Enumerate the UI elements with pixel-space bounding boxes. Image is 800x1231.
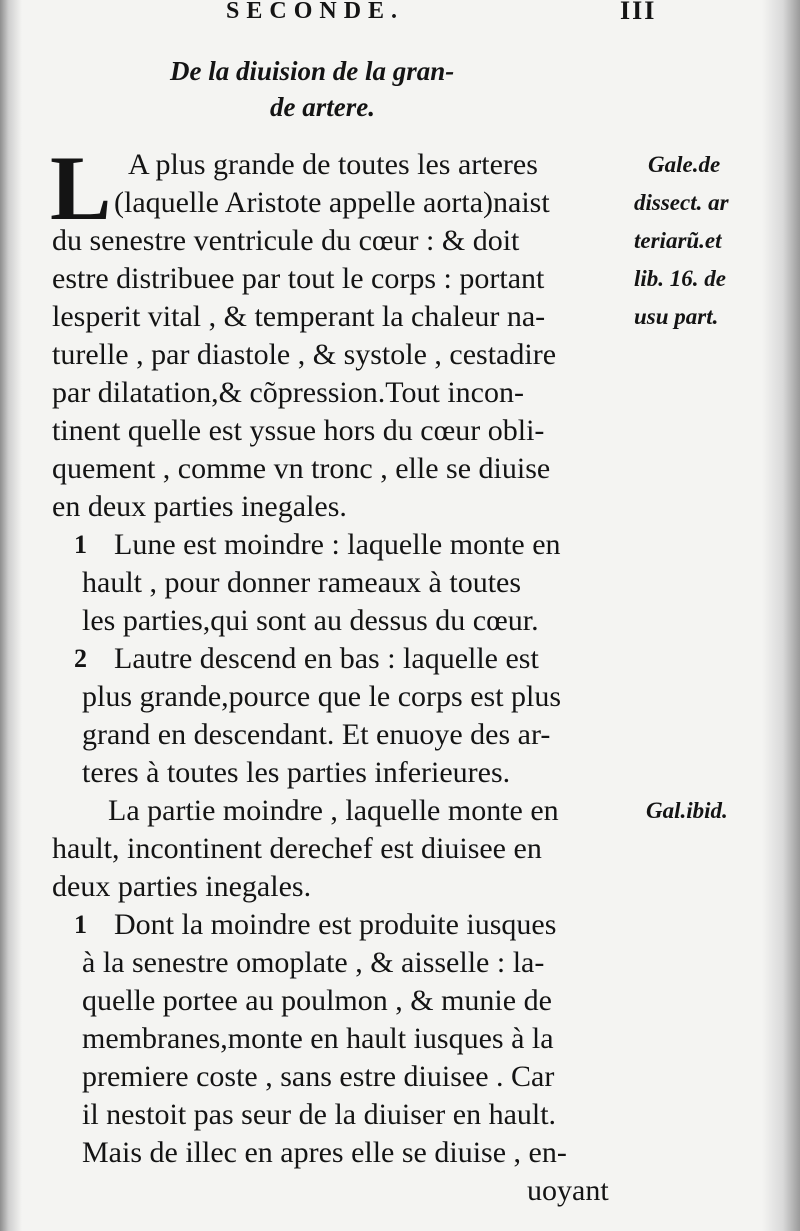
text-line: il nestoit pas seur de la diuiser en hault. <box>82 1098 557 1131</box>
text-line: grand en descendant. Et enuoye des ar- <box>82 718 551 751</box>
item-number: 1 <box>74 530 87 559</box>
text-line: par dilatation,& cõpression.Tout incon- <box>52 376 524 409</box>
text-line: teres à toutes les parties inferieures. <box>82 756 511 789</box>
margin-note: Gal.ibid. <box>646 798 728 823</box>
text-line: les parties,qui sont au dessus du cœur. <box>82 604 539 637</box>
text-line: membranes,monte en hault iusques à la <box>82 1022 554 1055</box>
text-line: turelle , par diastole , & systole , cestadire <box>52 338 557 371</box>
section-heading-line-1: De la diuision de la gran- <box>170 56 455 86</box>
item-number: 2 <box>74 644 87 673</box>
text-line: La partie moindre , laquelle monte en <box>108 794 559 827</box>
page-gutter-shadow <box>0 0 22 1231</box>
text-line: hault , pour donner rameaux à toutes <box>82 566 522 599</box>
running-header: SECONDE. <box>226 0 405 24</box>
page-number: III <box>620 0 657 25</box>
text-line: Lautre descend en bas : laquelle est <box>114 642 539 675</box>
item-number: 1 <box>74 910 87 939</box>
text-line: Mais de illec en apres elle se diuise , en- <box>82 1136 567 1169</box>
text-line: hault, incontinent derechef est diuisee en <box>52 832 542 865</box>
text-line: premiere coste , sans estre diuisee . Car <box>82 1060 555 1093</box>
text-line: quelle portee au poulmon , & munie de <box>82 984 552 1017</box>
page-edge-shadow <box>762 0 800 1231</box>
drop-cap-initial: L <box>50 137 112 239</box>
margin-note: teriarũ.et <box>634 228 722 253</box>
text-line: lesperit vital , & temperant la chaleur na- <box>52 300 546 333</box>
section-heading-line-2: de artere. <box>270 92 375 122</box>
margin-note: usu part. <box>634 304 719 329</box>
text-line: à la senestre omoplate , & aisselle : la- <box>82 946 545 979</box>
text-line: tinent quelle est yssue hors du cœur obli- <box>52 414 545 447</box>
text-line: Dont la moindre est produite iusques <box>114 908 557 941</box>
text-line: en deux parties inegales. <box>52 490 347 523</box>
catchword: uoyant <box>527 1174 609 1207</box>
text-line: Lune est moindre : laquelle monte en <box>114 528 561 561</box>
margin-note: dissect. ar <box>634 190 729 215</box>
text-line: du senestre ventricule du cœur : & doit <box>52 224 520 257</box>
text-line: (laquelle Aristote appelle aorta)naist <box>114 186 550 219</box>
margin-note: Gale.de <box>648 152 721 177</box>
text-line: deux parties inegales. <box>52 870 312 903</box>
text-line: plus grande,pource que le corps est plus <box>82 680 562 713</box>
text-line: estre distribuee par tout le corps : portant <box>52 262 545 295</box>
text-line: quement , comme vn tronc , elle se diuise <box>52 452 551 485</box>
margin-note: lib. 16. de <box>634 266 726 291</box>
text-line: A plus grande de toutes les arteres <box>128 148 538 181</box>
